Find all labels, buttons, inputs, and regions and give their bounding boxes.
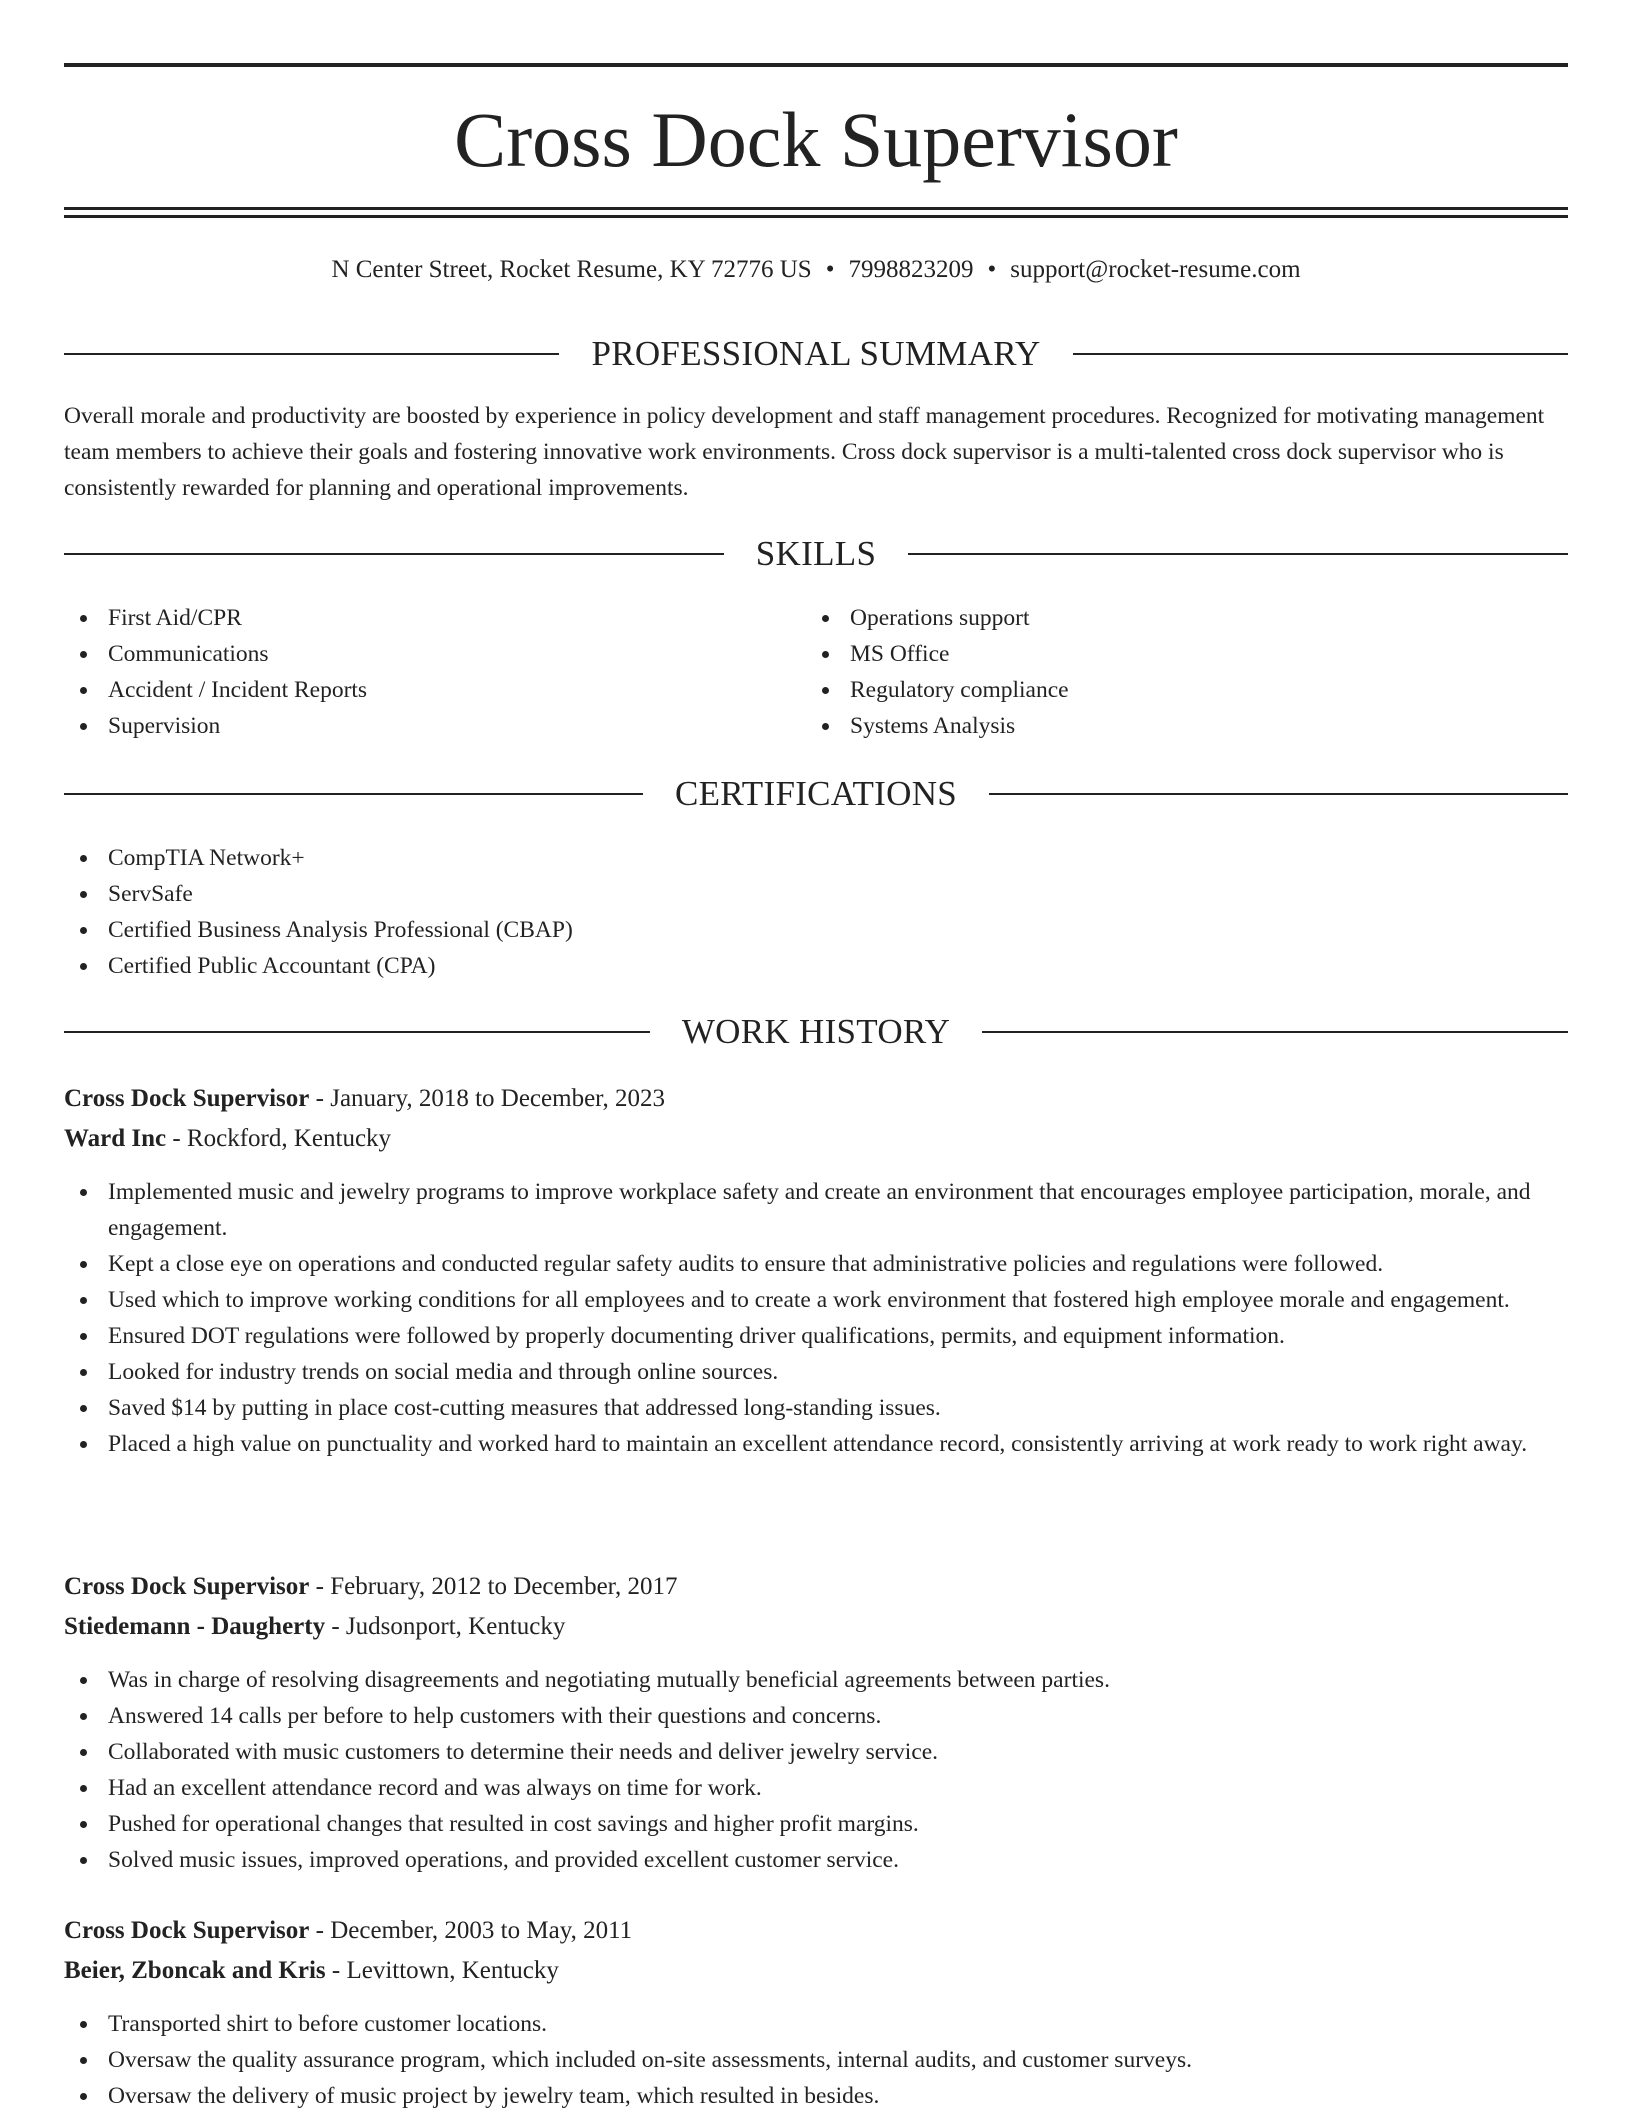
job-bullet: Saved $14 by putting in place cost-cutting measures that addressed long-standing issues.	[64, 1390, 1568, 1426]
skills-section-header	[64, 532, 1568, 576]
job-title-line	[64, 1567, 1568, 1607]
skill-item: Accident / Incident Reports	[64, 672, 804, 708]
summary-section-header	[64, 332, 1568, 376]
certifications-heading: CERTIFICATIONS	[674, 774, 958, 813]
job-bullet: Pushed for operational changes that resulted in cost savings and higher profit margins.	[64, 1806, 1568, 1842]
skill-item: Regulatory compliance	[806, 672, 1546, 708]
job-bullet: Answered 14 calls per before to help customers with their questions and concerns.	[64, 1698, 1568, 1734]
job-bullet: Was in charge of resolving disagreements and negotiating mutually beneficial agreements between parties.	[64, 1662, 1568, 1698]
section-rule-right	[989, 793, 1568, 795]
certifications-list	[64, 840, 1568, 984]
header-top-rule	[64, 63, 1568, 67]
contact-separator: •	[987, 256, 997, 283]
section-rule-left	[64, 353, 559, 355]
job-bullet: Collaborated with music customers to determine their needs and deliver jewelry service.	[64, 1734, 1568, 1770]
work-history-section-header	[64, 1010, 1568, 1054]
skill-item: Operations support	[806, 600, 1546, 636]
header-rule-lower	[64, 215, 1568, 218]
job-bullet: Had an excellent attendance record and was always on time for work.	[64, 1770, 1568, 1806]
contact-email: support@rocket-resume.com	[1010, 256, 1301, 283]
header-rule-upper	[64, 207, 1568, 210]
contact-line	[64, 252, 1568, 288]
job-bullet: Oversaw the quality assurance program, which included on-site assessments, internal audits, and customer surveys.	[64, 2042, 1568, 2078]
job-bullet: Oversaw the delivery of music project by jewelry team, which resulted in besides.	[64, 2078, 1568, 2114]
certification-item: Certified Public Accountant (CPA)	[64, 948, 1568, 984]
skill-item: First Aid/CPR	[64, 600, 804, 636]
contact-phone: 7998823209	[848, 256, 974, 283]
job-company-line	[64, 1951, 1568, 1991]
summary-text: Overall morale and productivity are boosted by experience in policy development and staff management procedures. Recognized for motivating management team members to achieve their goals and fostering innovative work environments. Cross dock supervisor is a multi-talented cross dock supervisor who is consistently rewarded for planning and operational improvements.	[64, 403, 1545, 501]
job-bullet: Placed a high value on punctuality and worked hard to maintain an excellent attendance record, consistently arriving at work ready to work right away.	[64, 1426, 1568, 1462]
job-bullet: Implemented music and jewelry programs to improve workplace safety and create an environment that encourages employee participation, morale, and engagement.	[64, 1174, 1568, 1246]
section-rule-left	[64, 553, 724, 555]
job-dates: - February, 2012 to December, 2017	[309, 1573, 678, 1600]
job-company: Ward Inc	[64, 1125, 167, 1152]
contact-address: N Center Street, Rocket Resume, KY 72776 US	[331, 256, 812, 283]
job-title: Cross Dock Supervisor	[64, 1573, 310, 1600]
skills-list-left	[64, 600, 804, 744]
job-bullets	[64, 1174, 1568, 1462]
job-title-line	[64, 1079, 1568, 1119]
job-bullet: Looked for industry trends on social media and through online sources.	[64, 1354, 1568, 1390]
job-company-line	[64, 1607, 1568, 1647]
job-location: - Levittown, Kentucky	[325, 1957, 559, 1984]
job-location: - Rockford, Kentucky	[166, 1125, 392, 1152]
section-rule-left	[64, 1031, 650, 1033]
job-company: Beier, Zboncak and Kris	[64, 1957, 326, 1984]
certification-item: Certified Business Analysis Professional (CBAP)	[64, 912, 1568, 948]
job-bullet: Solved music issues, improved operations, and provided excellent customer service.	[64, 1842, 1568, 1878]
certification-item: CompTIA Network+	[64, 840, 1568, 876]
skill-item: Supervision	[64, 708, 804, 744]
job-title-line	[64, 1911, 1568, 1951]
section-rule-right	[1073, 353, 1568, 355]
skills-list-right	[806, 600, 1546, 744]
job-title: Cross Dock Supervisor	[64, 1085, 310, 1112]
job-dates: - January, 2018 to December, 2023	[309, 1085, 665, 1112]
skill-item: Systems Analysis	[806, 708, 1546, 744]
job-dates: - December, 2003 to May, 2011	[309, 1917, 633, 1944]
contact-separator: •	[825, 256, 835, 283]
skills-heading: SKILLS	[755, 534, 877, 573]
job-bullets	[64, 1662, 1568, 1878]
section-rule-right	[982, 1031, 1568, 1033]
job-bullet: Used which to improve working conditions for all employees and to create a work environment that fostered high employee morale and engagement.	[64, 1282, 1568, 1318]
page-title: Cross Dock Supervisor	[454, 96, 1178, 183]
job-bullet: Transported shirt to before customer locations.	[64, 2006, 1568, 2042]
section-rule-left	[64, 793, 643, 795]
work-history-heading: WORK HISTORY	[681, 1012, 951, 1051]
skill-item: Communications	[64, 636, 804, 672]
certifications-section-header	[64, 772, 1568, 816]
job-company: Stiedemann - Daugherty	[64, 1613, 326, 1640]
job-bullet: Kept a close eye on operations and conducted regular safety audits to ensure that administrative policies and regulations were followed.	[64, 1246, 1568, 1282]
certification-item: ServSafe	[64, 876, 1568, 912]
summary-heading: PROFESSIONAL SUMMARY	[591, 334, 1041, 373]
job-title: Cross Dock Supervisor	[64, 1917, 310, 1944]
job-bullets	[64, 2006, 1568, 2114]
skill-item: MS Office	[806, 636, 1546, 672]
job-location: - Judsonport, Kentucky	[325, 1613, 566, 1640]
job-bullet: Ensured DOT regulations were followed by properly documenting driver qualifications, permits, and equipment information.	[64, 1318, 1568, 1354]
section-rule-right	[908, 553, 1568, 555]
job-company-line	[64, 1119, 1568, 1159]
